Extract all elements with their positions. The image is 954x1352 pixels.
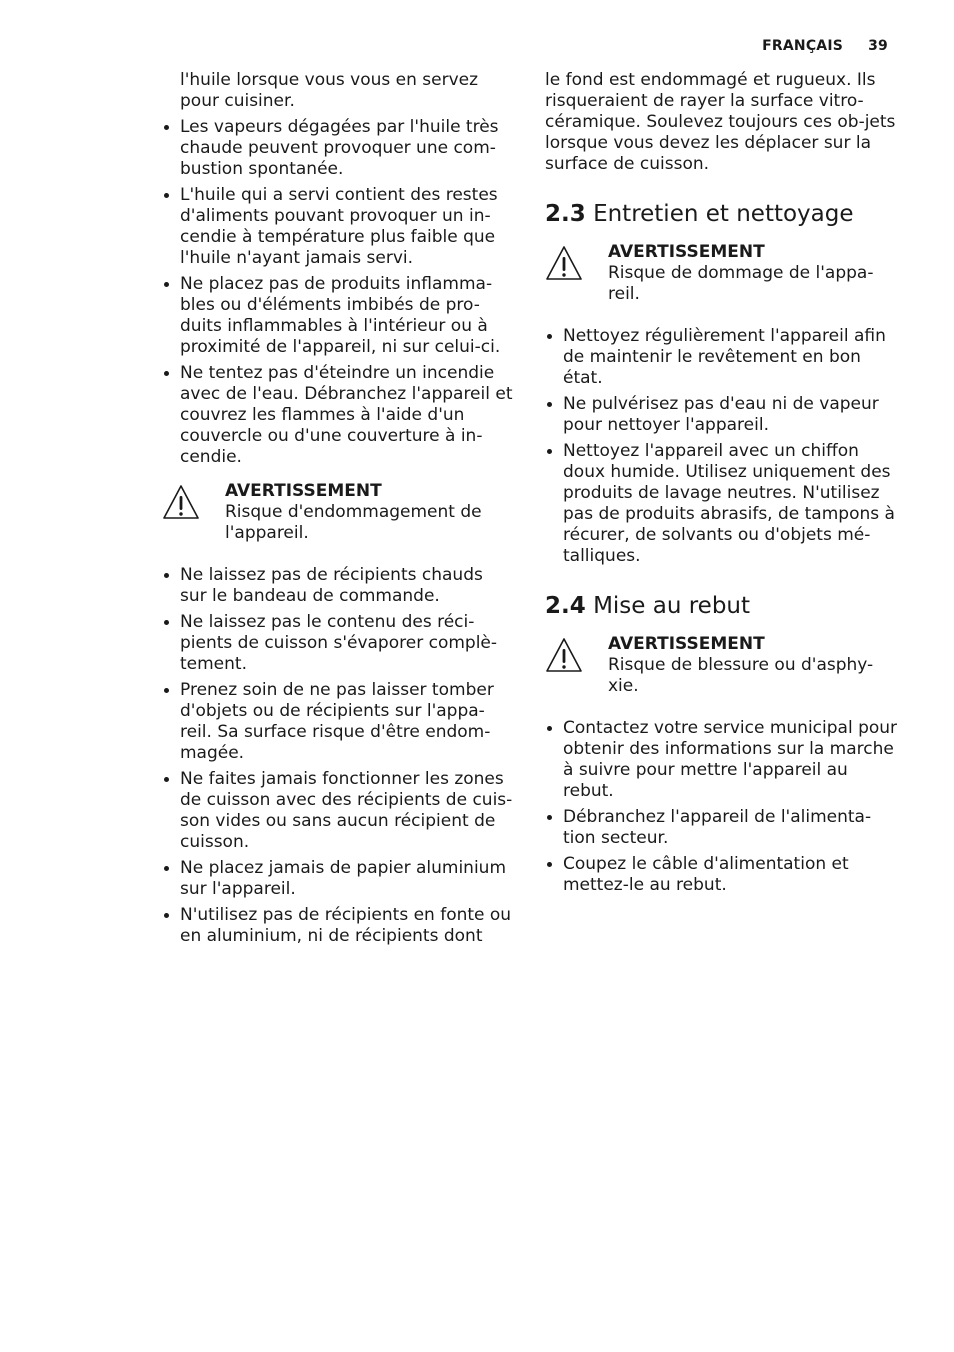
page-header <box>762 38 888 54</box>
list-item: Contactez votre service municipal pour obtenir des informations sur la marche à suivre pour mettre l'appareil au rebut. <box>545 718 900 802</box>
warning-triangle-icon <box>162 483 200 521</box>
section-number: 2.3 <box>545 201 586 227</box>
warning-text: Risque de blessure ou d'asphy-xie. <box>608 655 874 696</box>
section-heading <box>545 199 900 229</box>
list-item: Ne tentez pas d'éteindre un incendie avec de l'eau. Débranchez l'appareil et couvrez les flammes à l'aide d'un couvercle ou d'une couverture à in-cendie. <box>162 363 514 468</box>
language-label: FRANÇAIS <box>762 38 844 54</box>
warning-text: Risque d'endommagement de l'appareil. <box>225 502 482 543</box>
bullet-list <box>545 326 900 567</box>
list-item: Les vapeurs dégagées par l'huile très chaude peuvent provoquer une com-bustion spontanée. <box>162 117 514 180</box>
warning-content <box>608 242 900 305</box>
warning-triangle-icon <box>545 636 583 674</box>
list-item: Prenez soin de ne pas laisser tomber d'objets ou de récipients sur l'appa-reil. Sa surface risque d'être endom-magée. <box>162 680 514 764</box>
list-item: L'huile qui a servi contient des restes d'aliments pouvant provoquer un in-cendie à température plus faible que l'huile n'ayant jamais servi. <box>162 185 514 269</box>
warning-box <box>545 634 900 697</box>
list-item: N'utilisez pas de récipients en fonte ou en aluminium, ni de récipients dont <box>162 905 514 947</box>
list-item: Ne laissez pas le contenu des réci-pients de cuisson s'évaporer complè-tement. <box>162 612 514 675</box>
list-item: Ne placez jamais de papier aluminium sur l'appareil. <box>162 858 514 900</box>
list-item: Coupez le câble d'alimentation et mettez-le au rebut. <box>545 854 900 896</box>
warning-triangle-icon <box>545 244 583 282</box>
page-number: 39 <box>868 38 888 54</box>
warning-content <box>608 634 900 697</box>
bullet-list <box>162 117 514 468</box>
list-item: Ne pulvérisez pas d'eau ni de vapeur pour nettoyer l'appareil. <box>545 394 900 436</box>
list-item: Nettoyez régulièrement l'appareil afin de maintenir le revêtement en bon état. <box>545 326 900 389</box>
bullet-list <box>162 565 514 947</box>
list-item: Débranchez l'appareil de l'alimenta-tion secteur. <box>545 807 900 849</box>
section-number: 2.4 <box>545 593 586 619</box>
left-column <box>162 70 514 952</box>
list-item: Ne placez pas de produits inflamma-bles ou d'éléments imbibés de pro-duits inflammables à l'intérieur ou à proximité de l'appareil, ni sur celui-ci. <box>162 274 514 358</box>
warning-box <box>545 242 900 305</box>
continuation-text: l'huile lorsque vous vous en servez pour cuisiner. <box>180 70 479 111</box>
section-heading <box>545 591 900 621</box>
warning-title: AVERTISSEMENT <box>225 481 382 501</box>
warning-title: AVERTISSEMENT <box>608 242 765 262</box>
warning-box <box>162 481 514 544</box>
section-title: Mise au rebut <box>593 593 751 619</box>
continuation-text: le fond est endommagé et rugueux. Ils risqueraient de rayer la surface vitro-céramique. Soulevez toujours ces ob-jets lorsque vous devez les déplacer sur la surface de cuisson. <box>545 70 896 174</box>
right-column <box>545 70 900 901</box>
bullet-list <box>545 718 900 896</box>
list-item: Ne laissez pas de récipients chauds sur le bandeau de commande. <box>162 565 514 607</box>
section-title: Entretien et nettoyage <box>593 201 854 227</box>
list-item: Ne faites jamais fonctionner les zones de cuisson avec des récipients de cuis-son vides ou sans aucun récipient de cuisson. <box>162 769 514 853</box>
warning-content <box>225 481 514 544</box>
warning-text: Risque de dommage de l'appa-reil. <box>608 263 874 304</box>
list-item: Nettoyez l'appareil avec un chiffon doux humide. Utilisez uniquement des produits de lavage neutres. N'utilisez pas de produits abrasifs, de tampons à récurer, de solvants ou d'objets mé-talliques. <box>545 441 900 567</box>
warning-title: AVERTISSEMENT <box>608 634 765 654</box>
